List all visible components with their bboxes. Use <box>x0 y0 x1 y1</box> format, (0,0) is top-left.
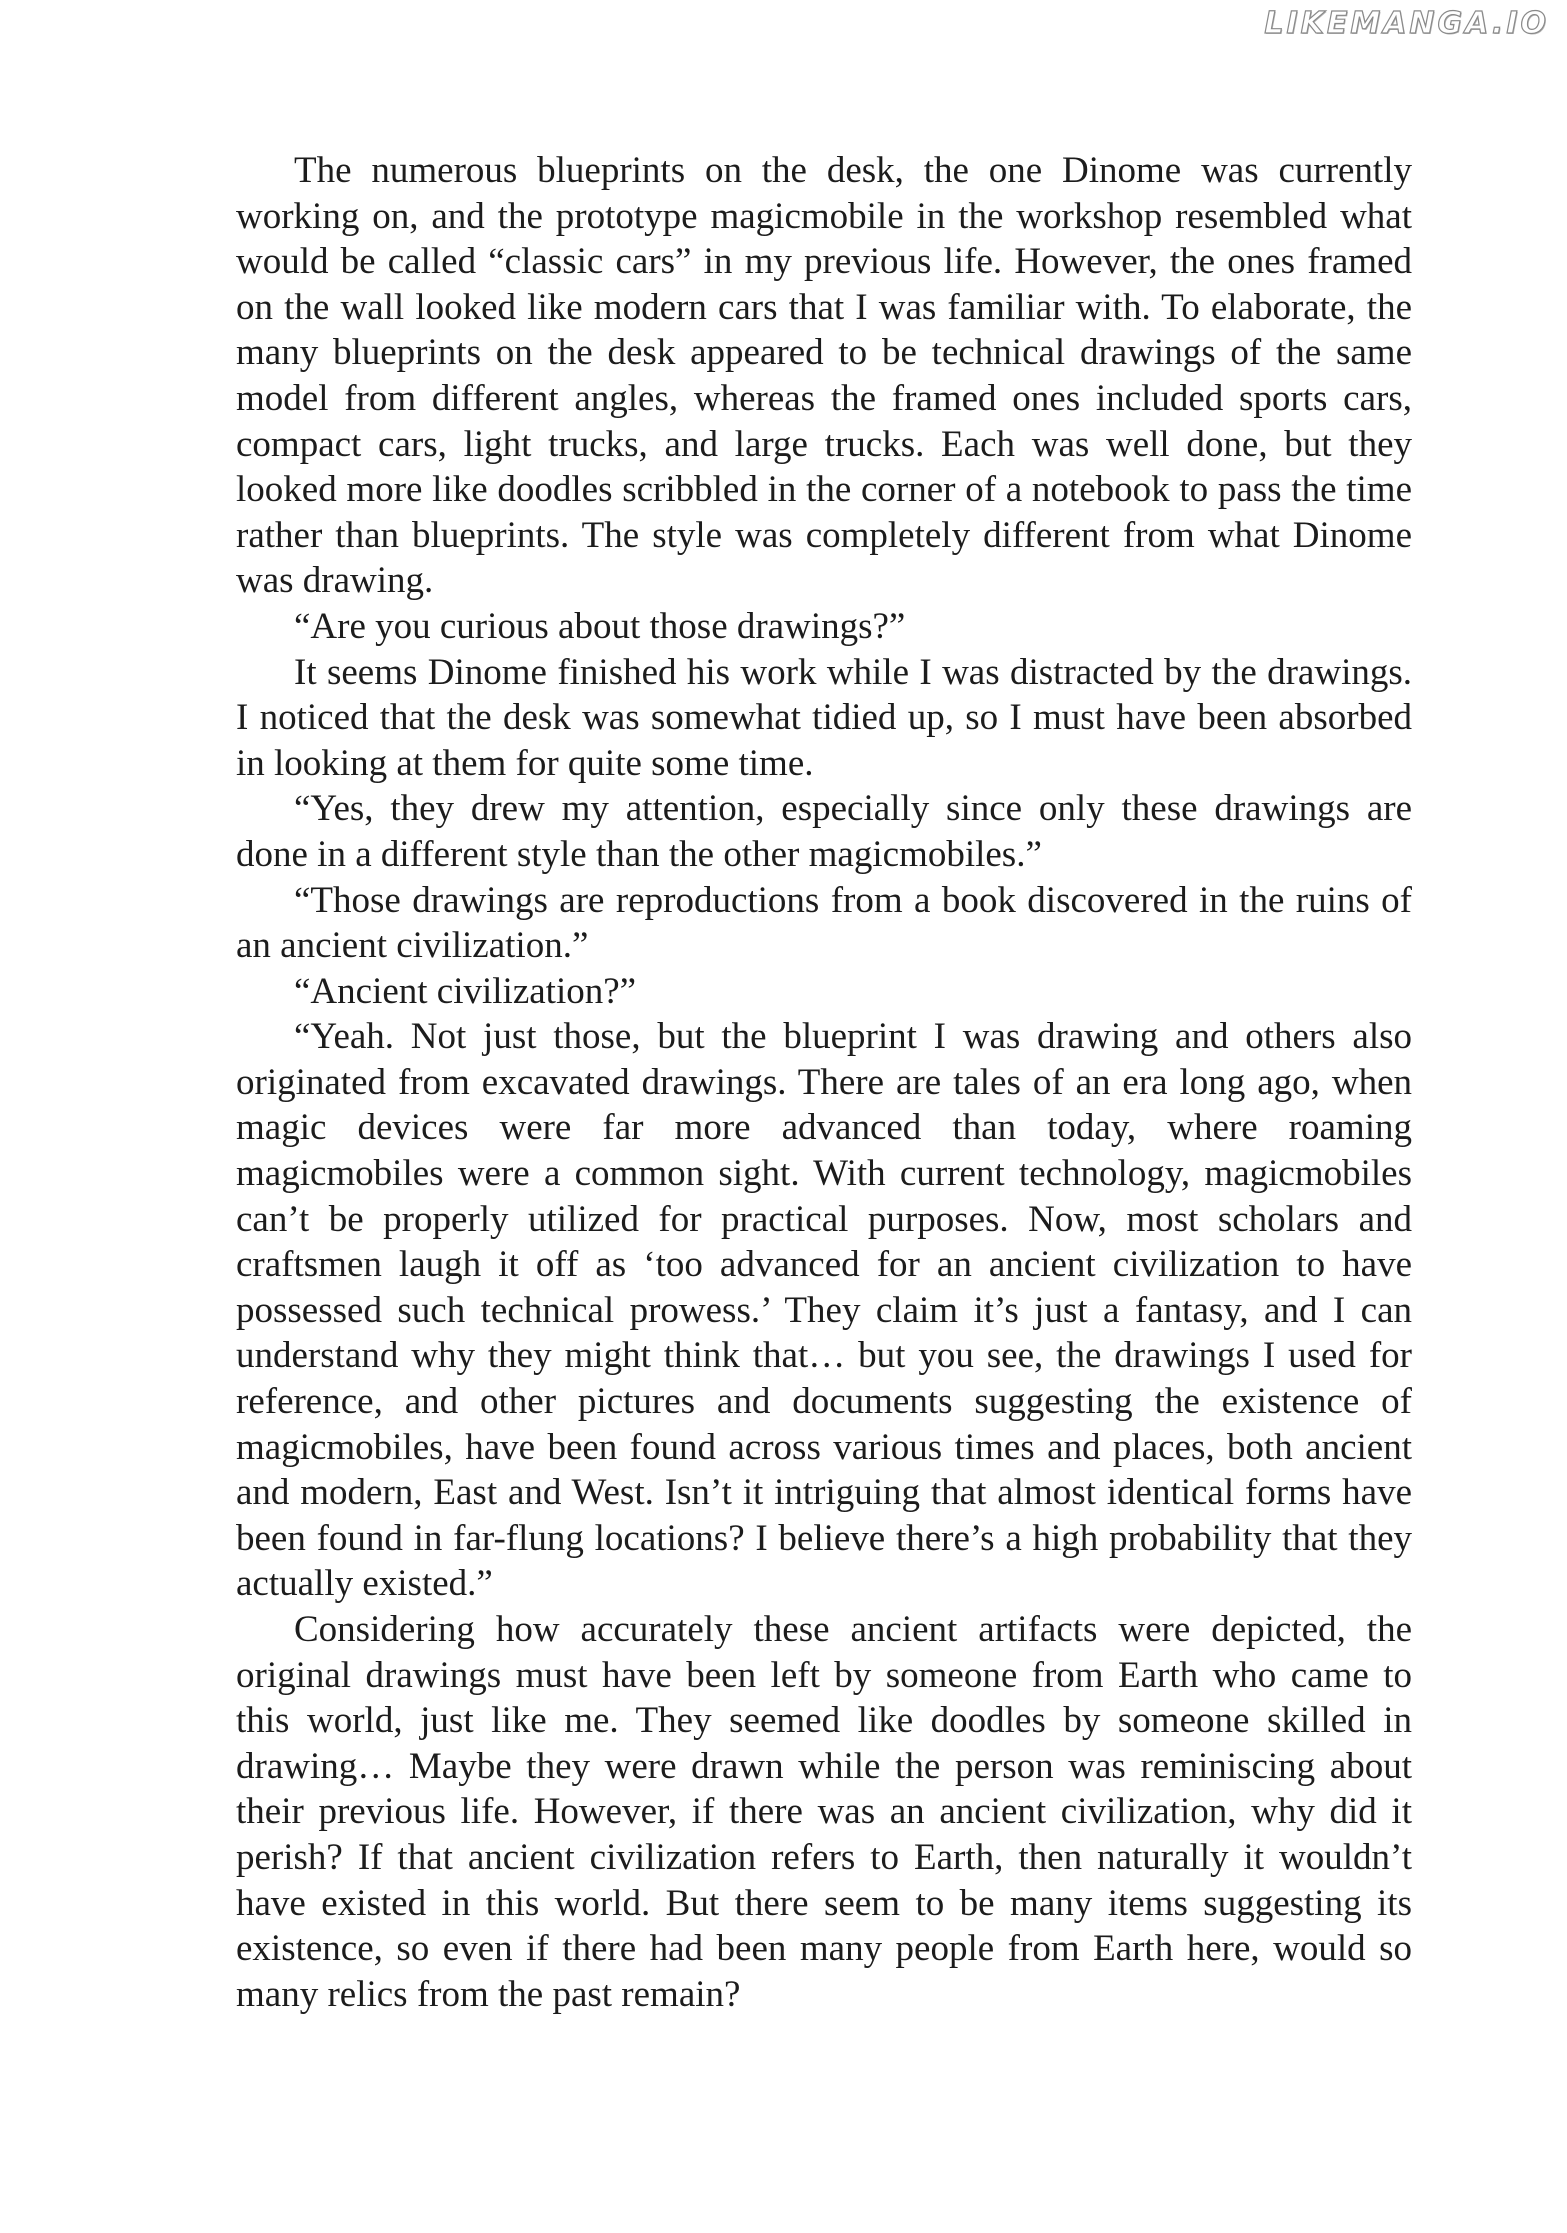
paragraph-dialogue-explanation: “Yeah. Not just those, but the blueprint I was drawing and others also originated from excavated drawings. There are tales of an era long ago, when magic devices were far more advanced than today, where roaming magicmobiles were a common sight. With current technology, magicmobiles can’t be properly utilized for practical purposes. Now, most scholars and craftsmen laugh it off as ‘too advanced for an ancient civilization to have possessed such technical prowess.’ They claim it’s just a fantasy, and I can understand why they might think that… but you see, the drawings I used for reference, and other pictures and documents suggesting the existence of magicmobiles, have been found across various times and places, both ancient and modern, East and West. Isn’t it intriguing that almost identical forms have been found in far-flung locations? I believe there’s a high probability that they actually existed.” <box>236 1016 1412 1605</box>
paragraph-dialogue-ancient: “Ancient civilization?” <box>294 970 637 1012</box>
paragraph-narration-considering: Considering how accurately these ancient artifacts were depicted, the original drawings must have been left by someone from Earth who came to this world, just like me. They seemed like doodles by someone skilled in drawing… Maybe they were drawn while the person was reminiscing about their previous life. However, if there was an ancient civilization, why did it perish? If that ancient civilization refers to Earth, then naturally it wouldn’t have existed in this world. But there seem to be many items suggesting its existence, so even if there had been many people from Earth here, would so many relics from the past remain? <box>236 1609 1412 2015</box>
paragraph-narration-distracted: It seems Dinome finished his work while I was distracted by the drawings. I noticed that the desk was somewhat tidied up, so I must have been absorbed in looking at them for quite some time. <box>236 651 1412 784</box>
paragraph-narration-blueprints: The numerous blueprints on the desk, the one Dinome was currently working on, and the prototype magicmobile in the workshop resembled what would be called “classic cars” in my previous life. However, the ones framed on the wall looked like modern cars that I was familiar with. To elaborate, the many blueprints on the desk appeared to be technical drawings of the same model from different angles, whereas the framed ones included sports cars, compact cars, light trucks, and large trucks. Each was well done, but they looked more like doodles scribbled in the corner of a notebook to pass the time rather than blueprints. The style was completely different from what Dinome was drawing. <box>236 150 1412 602</box>
page-body <box>236 148 1412 2017</box>
paragraph-dialogue-reproductions: “Those drawings are reproductions from a book discovered in the ruins of an ancient civilization.” <box>236 879 1412 967</box>
paragraph-dialogue-question: “Are you curious about those drawings?” <box>294 605 906 647</box>
watermark-logo: LIKEMANGA.IO <box>1264 6 1549 41</box>
paragraph-dialogue-attention: “Yes, they drew my attention, especially since only these drawings are done in a different style than the other magicmobiles.” <box>236 788 1412 875</box>
